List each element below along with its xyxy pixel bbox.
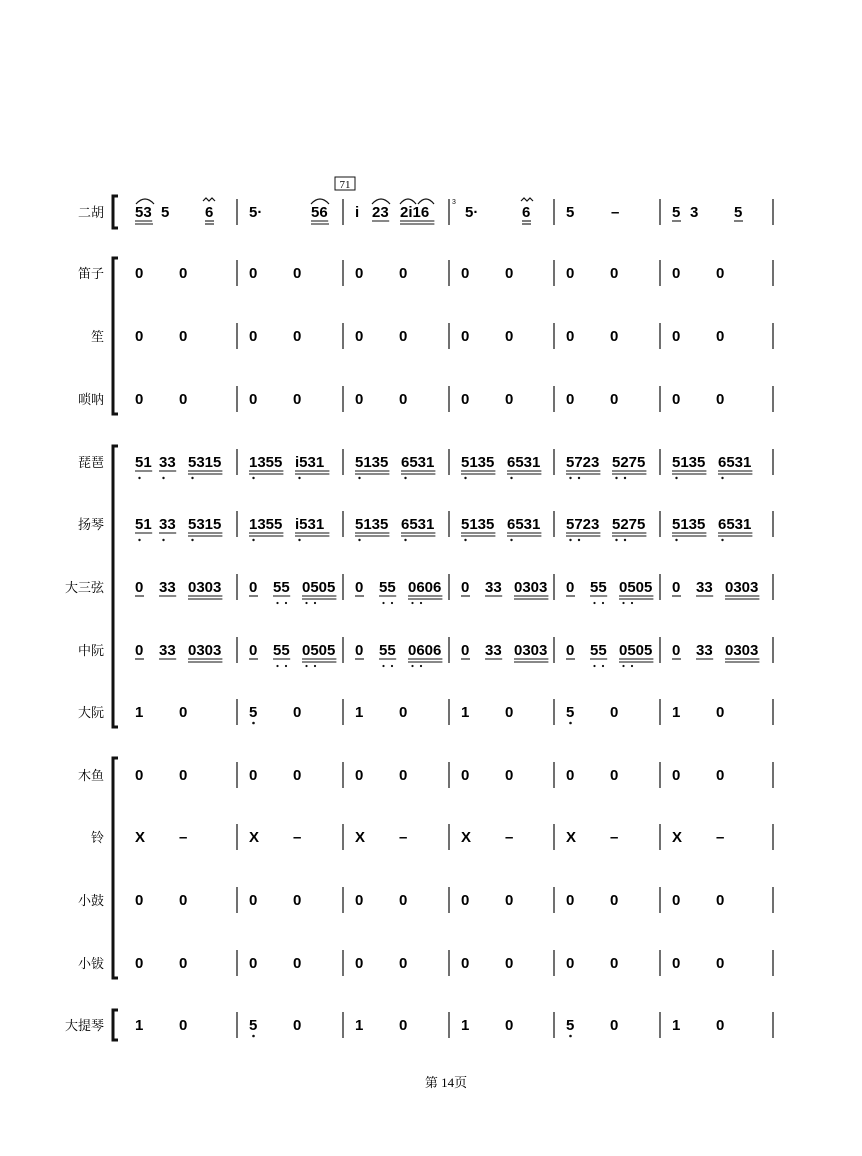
note-token: 0 [249,265,258,282]
note-token: 5275 [612,454,646,471]
note-token: X [249,829,260,846]
trill-mark [203,198,215,201]
octave-dot [631,602,633,604]
instrument-label: 二胡 [77,206,104,221]
note-token: 6531 [401,516,435,533]
note-token: 51 [135,516,152,533]
note-token: 5135 [461,516,495,533]
note-token: 0 [293,1017,302,1034]
note-token: 33 [485,642,502,659]
note-token: 5 [566,1017,575,1034]
octave-dot [411,602,413,604]
note-token: 5723 [566,454,600,471]
note-token: 0505 [619,579,653,596]
note-token: 0 [672,642,681,659]
note-token: 33 [159,516,176,533]
note-token: – [611,204,620,221]
note-token: 0 [716,265,725,282]
octave-dot [138,539,140,541]
octave-dot [420,665,422,667]
note-token: 1 [461,704,470,721]
note-token: 0 [566,391,575,408]
note-token: 5 [566,204,575,221]
instrument-label: 琵琶 [77,456,104,471]
note-token: 55 [379,579,396,596]
note-token: 5 [161,204,170,221]
note-token: 0 [716,892,725,909]
note-token: 1 [461,1017,470,1034]
note-token: 0 [461,767,470,784]
octave-dot [285,665,287,667]
instrument-label: 小钹 [77,957,104,972]
note-token: 53 [135,204,152,221]
note-token: 0 [249,579,258,596]
note-token: 5· [249,204,263,221]
note-token: 0 [505,391,514,408]
note-token: 0 [135,579,144,596]
note-token: 0505 [619,642,653,659]
note-token: 0 [672,892,681,909]
note-token: 0 [293,265,302,282]
note-token: 5135 [355,516,389,533]
note-token: 0 [610,391,619,408]
note-token: – [716,829,725,846]
instrument-label: 中阮 [77,644,104,659]
note-token: 1 [672,704,681,721]
note-token: 6531 [718,454,752,471]
note-token: 0 [716,767,725,784]
octave-dot [411,665,413,667]
note-token: 0 [716,1017,725,1034]
note-token: 5 [672,204,681,221]
octave-dot [624,477,626,479]
note-token: 5135 [672,516,706,533]
note-token: 0 [355,328,364,345]
note-token: 1355 [249,516,283,533]
note-token: 55 [379,642,396,659]
note-token: 3 [690,204,699,221]
instrument-label: 大提琴 [64,1019,104,1034]
instrument-label: 木鱼 [77,769,104,784]
octave-dot [305,602,307,604]
note-token: 6531 [718,516,752,533]
note-token: 1 [355,1017,364,1034]
instrument-label: 铃 [90,831,104,846]
note-token: 0 [399,391,408,408]
note-token: 0 [505,704,514,721]
note-token: 0 [179,767,188,784]
octave-dot [420,602,422,604]
octave-dot [285,602,287,604]
note-token: 0 [249,391,258,408]
bracket-plucked [113,446,118,727]
note-token: 5135 [672,454,706,471]
group-brackets [113,196,118,1040]
octave-dot [276,602,278,604]
note-token: 2i16 [400,204,430,221]
note-token: 33 [159,454,176,471]
note-token: 5· [465,204,479,221]
note-token: 0 [293,955,302,972]
note-token: 0 [135,955,144,972]
bracket-cello [113,1010,118,1040]
octave-dot [615,539,617,541]
note-token: 0 [566,579,575,596]
note-token: 0 [249,767,258,784]
note-token: 0 [179,955,188,972]
note-token: 0 [716,704,725,721]
octave-dot [276,665,278,667]
instrument-label: 大阮 [77,706,104,721]
note-token: 0303 [188,579,222,596]
note-token: X [672,829,683,846]
note-token: 0303 [725,579,759,596]
note-token: 0 [505,767,514,784]
note-token: – [179,829,188,846]
note-token: 0 [566,265,575,282]
note-token: 0 [610,265,619,282]
note-token: 0 [505,1017,514,1034]
note-token: 5 [249,704,258,721]
note-token: 0 [135,265,144,282]
octave-dot [191,477,193,479]
octave-dot [464,477,466,479]
note-token: 6531 [507,516,541,533]
note-token: 0 [293,704,302,721]
bracket-erhu [113,196,118,228]
note-token: 6531 [401,454,435,471]
note-token: 56 [311,204,328,221]
octave-dot [298,539,300,541]
note-token: 0 [716,955,725,972]
note-token: 5 [566,704,575,721]
octave-dot [675,539,677,541]
note-token: 0 [610,767,619,784]
note-token: – [610,829,619,846]
note-token: 5135 [355,454,389,471]
bracket-percussion [113,758,118,978]
note-token: 0303 [514,579,548,596]
octave-dot [162,539,164,541]
note-token: 6 [522,204,531,221]
note-token: 0 [610,704,619,721]
note-token: 0 [179,328,188,345]
note-token: 0 [293,328,302,345]
note-token: 0 [461,955,470,972]
note-token: 33 [159,579,176,596]
note-token: 0606 [408,579,442,596]
note-token: X [355,829,366,846]
note-token: 0 [355,955,364,972]
octave-dot [358,477,360,479]
note-token: 23 [372,204,389,221]
octave-dot [622,665,624,667]
trill-mark [521,198,533,201]
octave-dot [358,539,360,541]
note-token: 55 [590,579,607,596]
note-token: 0 [566,642,575,659]
note-token: 0 [293,767,302,784]
octave-dot [721,477,723,479]
note-token: 1 [355,704,364,721]
note-token: 55 [273,579,290,596]
note-token: i531 [295,516,325,533]
note-token: 0505 [302,579,336,596]
instrument-label: 唢呐 [77,393,104,408]
note-token: 0 [135,328,144,345]
note-token: 0 [461,579,470,596]
note-token: 0 [461,892,470,909]
note-token: 0 [355,767,364,784]
note-token: 1 [135,704,144,721]
note-token: 0 [566,328,575,345]
note-token: 0 [461,391,470,408]
octave-dot [624,539,626,541]
note-token: i531 [295,454,325,471]
note-token: 0 [179,1017,188,1034]
note-token: 0 [672,579,681,596]
note-token: 33 [696,642,713,659]
note-token: 0 [179,265,188,282]
note-token: 0 [355,391,364,408]
instrument-label: 笙 [90,330,104,345]
note-token: 0 [672,265,681,282]
note-token: 0 [566,892,575,909]
octave-dot [510,539,512,541]
note-token: 0 [293,892,302,909]
octave-dot [391,665,393,667]
note-token: 0 [135,642,144,659]
note-token: 0 [399,955,408,972]
note-token: 0 [610,328,619,345]
note-token: 0 [505,328,514,345]
note-token: 55 [273,642,290,659]
note-token: 0 [399,892,408,909]
note-token: 5315 [188,454,222,471]
note-token: 0 [135,767,144,784]
instrument-label: 大三弦 [64,581,104,596]
octave-dot [464,539,466,541]
note-token: 55 [590,642,607,659]
octave-dot [602,602,604,604]
note-token: 0 [355,892,364,909]
note-token: 0 [399,704,408,721]
octave-dot [569,1035,572,1038]
octave-dot [314,602,316,604]
note-token: 5315 [188,516,222,533]
note-token: 0 [461,265,470,282]
octave-dot [305,665,307,667]
note-token: 5 [734,204,743,221]
note-token: 5275 [612,516,646,533]
note-token: 33 [696,579,713,596]
note-token: 0 [566,955,575,972]
octave-dot [191,539,193,541]
note-token: 0 [135,892,144,909]
note-token: 0 [610,1017,619,1034]
note-token: 0 [399,265,408,282]
note-token: 6531 [507,454,541,471]
note-token: 0 [179,391,188,408]
note-token: 5 [249,1017,258,1034]
note-token: – [293,829,302,846]
note-token: 0 [505,892,514,909]
octave-dot [622,602,624,604]
note-token: 0 [135,391,144,408]
note-token: i [355,204,360,221]
rehearsal-mark: 71 [339,179,351,191]
note-token: X [566,829,577,846]
octave-dot [298,477,300,479]
octave-dot [569,477,571,479]
instrument-label: 小鼓 [77,894,104,909]
bracket-winds [113,258,118,414]
note-token: X [461,829,472,846]
note-token: 0 [716,328,725,345]
octave-dot [631,665,633,667]
octave-dot [404,539,406,541]
note-token: 1 [672,1017,681,1034]
octave-dot [252,477,254,479]
note-token: 0 [672,955,681,972]
note-token: 0 [716,391,725,408]
octave-dot [569,722,572,725]
note-token: 0 [399,328,408,345]
octave-dot [382,665,384,667]
note-token: 0 [610,892,619,909]
note-token: 0505 [302,642,336,659]
grace-note: 3 [452,199,456,206]
note-token: 0606 [408,642,442,659]
note-token: 6 [205,204,214,221]
octave-dot [510,477,512,479]
octave-dot [602,665,604,667]
note-token: 0303 [725,642,759,659]
octave-dot [252,722,255,725]
note-token: 0303 [514,642,548,659]
note-token: 0 [461,642,470,659]
octave-dot [675,477,677,479]
note-token: 33 [159,642,176,659]
note-token: 0 [461,328,470,345]
note-token: 0 [293,391,302,408]
note-token: 0 [566,767,575,784]
note-token: 0 [672,391,681,408]
note-token: 0 [399,1017,408,1034]
note-token: – [505,829,514,846]
note-token: 0 [505,955,514,972]
octave-dot [404,477,406,479]
note-token: 0 [249,892,258,909]
note-token: 0303 [188,642,222,659]
octave-dot [569,539,571,541]
note-token: – [399,829,408,846]
note-token: 0 [355,579,364,596]
octave-dot [578,539,580,541]
note-token: 33 [485,579,502,596]
octave-dot [391,602,393,604]
note-token: 51 [135,454,152,471]
octave-dot [615,477,617,479]
octave-dot [578,477,580,479]
octave-dot [721,539,723,541]
note-token: 1 [135,1017,144,1034]
note-token: 0 [179,892,188,909]
octave-dot [593,602,595,604]
instrument-label: 笛子 [77,267,104,282]
note-token: 0 [505,265,514,282]
octave-dot [382,602,384,604]
octave-dot [252,1035,255,1038]
instrument-label: 扬琴 [77,518,104,533]
note-token: X [135,829,146,846]
note-token: 0 [249,955,258,972]
note-token: 0 [672,328,681,345]
note-token: 0 [355,642,364,659]
octave-dot [138,477,140,479]
note-token: 0 [610,955,619,972]
note-token: 0 [249,328,258,345]
note-token: 1355 [249,454,283,471]
note-token: 0 [672,767,681,784]
note-token: 0 [355,265,364,282]
note-token: 0 [399,767,408,784]
note-token: 5723 [566,516,600,533]
octave-dot [593,665,595,667]
note-token: 0 [249,642,258,659]
octave-dot [252,539,254,541]
page-number: 第 14页 [424,1075,468,1090]
octave-dot [314,665,316,667]
note-token: 0 [179,704,188,721]
note-token: 5135 [461,454,495,471]
octave-dot [162,477,164,479]
